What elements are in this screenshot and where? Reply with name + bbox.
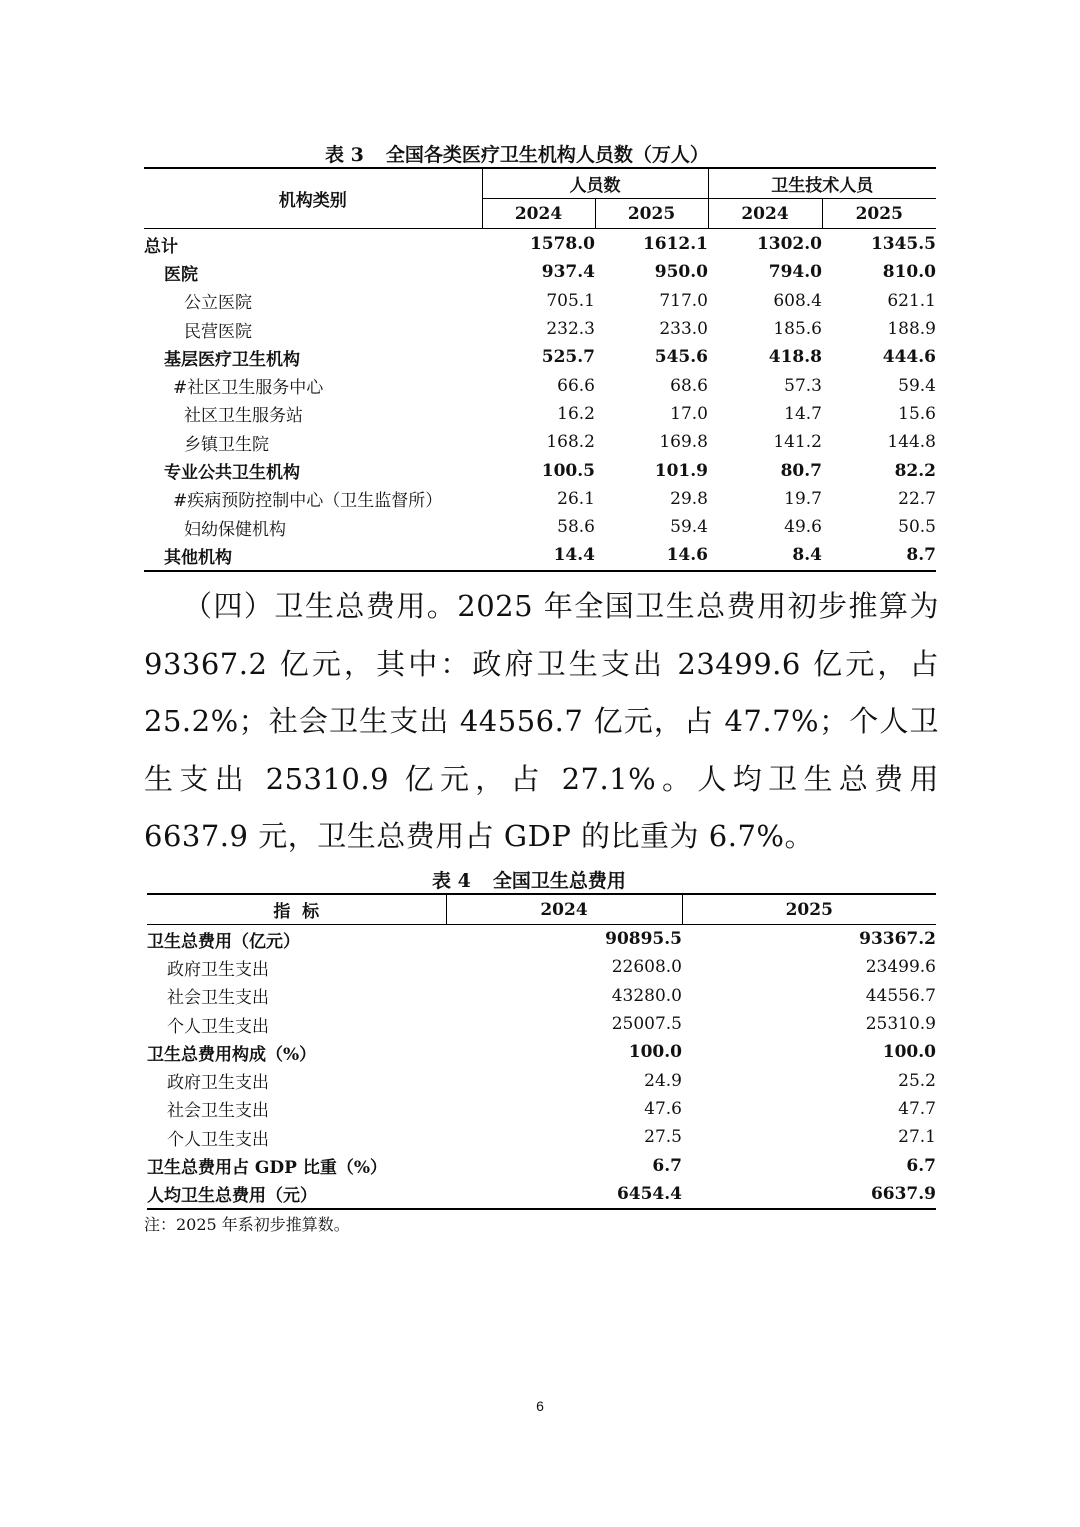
cell-value: 1578.0 [529,234,595,255]
table-row [147,1010,936,1038]
table3-header-staff: 人员数 [482,168,708,199]
row-label: 个人卫生支出 [167,1016,269,1037]
cell-value: 29.8 [670,488,708,509]
table-row [144,400,936,428]
row-label: 社区卫生服务站 [184,406,303,427]
row-label: 民营医院 [184,321,252,342]
cell-value: 16.2 [557,403,595,424]
cell-value: 233.0 [659,319,708,340]
table-row [147,925,936,954]
row-label: 基层医疗卫生机构 [164,349,300,370]
table3-header-health-tech-staff: 卫生技术人员 [708,168,936,199]
cell-value: 15.6 [898,403,936,424]
row-label: 政府卫生支出 [167,1073,269,1094]
row-label: 社会卫生支出 [167,988,269,1009]
cell-value: 26.1 [557,488,595,509]
cell-value: 794.0 [768,262,822,283]
cell-value: 80.7 [780,460,822,481]
row-label: 社会卫生支出 [167,1101,269,1122]
cell-value: 6637.9 [870,1183,936,1204]
cell-value: 810.0 [882,262,936,283]
cell-value: 43280.0 [611,985,682,1006]
row-label: 医院 [164,264,198,285]
table-row [144,456,936,484]
table3-header-year: 2025 [822,199,936,229]
cell-value: 525.7 [541,347,595,368]
cell-value: 50.5 [898,517,936,538]
cell-value: 90895.5 [605,929,682,950]
table-row [147,1123,936,1151]
cell-value: 705.1 [546,290,595,311]
cell-value: 8.7 [906,545,936,566]
table-row [144,513,936,541]
table4-header-year: 2025 [682,894,936,925]
page-number: 6 [536,1398,544,1414]
cell-value: 14.4 [553,545,595,566]
row-label: 乡镇卫生院 [184,434,269,455]
table-row [147,982,936,1010]
table-note: 注：2025 年系初步推算数。 [144,1215,350,1234]
cell-value: 100.0 [628,1042,682,1063]
cell-value: 141.2 [773,432,822,453]
cell-value: 57.3 [784,375,822,396]
cell-value: 168.2 [546,432,595,453]
table3 [144,167,936,572]
cell-value: 17.0 [670,403,708,424]
cell-value: 22.7 [898,488,936,509]
cell-value: 19.7 [784,488,822,509]
cell-value: 717.0 [659,290,708,311]
cell-value: 27.1 [898,1127,936,1148]
table3-header-year: 2024 [482,199,595,229]
cell-value: 100.5 [541,460,595,481]
table3-caption-title: 全国各类医疗卫生机构人员数（万人） [385,144,709,166]
table4-header-indicator: 指 标 [147,894,446,925]
row-label: #社区卫生服务中心 [173,378,324,399]
table4-header-year: 2024 [446,894,682,925]
row-label: 妇幼保健机构 [184,519,286,540]
table-row [147,1180,936,1209]
cell-value: 1345.5 [870,234,936,255]
cell-value: 59.4 [898,375,936,396]
table-row [144,229,936,259]
cell-value: 25007.5 [611,1014,682,1035]
table3-header-year: 2024 [708,199,822,229]
table-row [147,1095,936,1123]
row-label: 专业公共卫生机构 [164,463,300,484]
body-paragraph [144,578,939,866]
table3-caption-number: 表 3 [325,144,364,166]
row-label: 政府卫生支出 [167,959,269,980]
table4-caption-title: 全国卫生总费用 [492,870,626,892]
table-row [144,541,936,570]
row-label: 卫生总费用占 GDP 比重（%） [147,1158,388,1179]
cell-value: 185.6 [773,319,822,340]
cell-value: 444.6 [882,347,936,368]
cell-value: 1612.1 [642,234,708,255]
cell-value: 144.8 [887,432,936,453]
table4 [147,893,936,1210]
table-row [144,287,936,315]
table-row [147,1151,936,1179]
cell-value: 6.7 [906,1155,936,1176]
table-row [147,953,936,981]
row-label: 总计 [144,236,178,257]
cell-value: 47.7 [898,1098,936,1119]
cell-value: 49.6 [784,517,822,538]
cell-value: 25.2 [898,1070,936,1091]
cell-value: 24.9 [644,1070,682,1091]
row-label: 公立医院 [184,293,252,314]
cell-value: 14.6 [666,545,708,566]
table-row [147,1038,936,1066]
table-row [144,343,936,371]
row-label: #疾病预防控制中心（卫生监督所） [173,491,443,512]
cell-value: 608.4 [773,290,822,311]
cell-value: 232.3 [546,319,595,340]
cell-value: 68.6 [670,375,708,396]
cell-value: 23499.6 [865,957,936,978]
cell-value: 100.0 [882,1042,936,1063]
cell-value: 44556.7 [865,985,936,1006]
row-label: 人均卫生总费用（元） [147,1186,317,1207]
cell-value: 66.6 [557,375,595,396]
row-label: 卫生总费用构成（%） [147,1044,317,1065]
cell-value: 1302.0 [756,234,822,255]
table-row [144,258,936,286]
cell-value: 59.4 [670,517,708,538]
cell-value: 6454.4 [616,1183,682,1204]
row-label: 其他机构 [164,547,232,568]
cell-value: 14.7 [784,403,822,424]
cell-value: 22608.0 [611,957,682,978]
cell-value: 418.8 [768,347,822,368]
cell-value: 101.9 [654,460,708,481]
cell-value: 169.8 [659,432,708,453]
cell-value: 621.1 [887,290,936,311]
cell-value: 25310.9 [865,1014,936,1035]
paragraph-text: （四）卫生总费用。2025 年全国卫生总费用初步推算为 93367.2 亿元，其中：政府卫生支出 23499.6 亿元，占 25.2%；社会卫生支出 44556.7 亿元，占 47.7%；个人卫生支出 25310.9 亿元，占 27.1%。人均卫生总费用 6637.9 元，卫生总费用占 GDP 的比重为 6.7%。 [144,589,939,853]
table4-caption-number: 表 4 [432,870,471,892]
cell-value: 8.4 [792,545,822,566]
cell-value: 82.2 [894,460,936,481]
cell-value: 93367.2 [859,929,936,950]
table-row [144,485,936,513]
cell-value: 6.7 [652,1155,682,1176]
table-row [144,315,936,343]
row-label: 卫生总费用（亿元） [147,931,300,952]
cell-value: 188.9 [887,319,936,340]
cell-value: 950.0 [654,262,708,283]
cell-value: 47.6 [644,1098,682,1119]
table3-header-category: 机构类别 [144,168,482,229]
cell-value: 545.6 [654,347,708,368]
cell-value: 58.6 [557,517,595,538]
cell-value: 937.4 [541,262,595,283]
table4-caption [432,866,626,893]
cell-value: 27.5 [644,1127,682,1148]
table3-caption [325,140,709,167]
table-row [147,1066,936,1094]
table-row [144,428,936,456]
row-label: 个人卫生支出 [167,1129,269,1150]
table3-header-year: 2025 [595,199,708,229]
table-row [144,371,936,399]
